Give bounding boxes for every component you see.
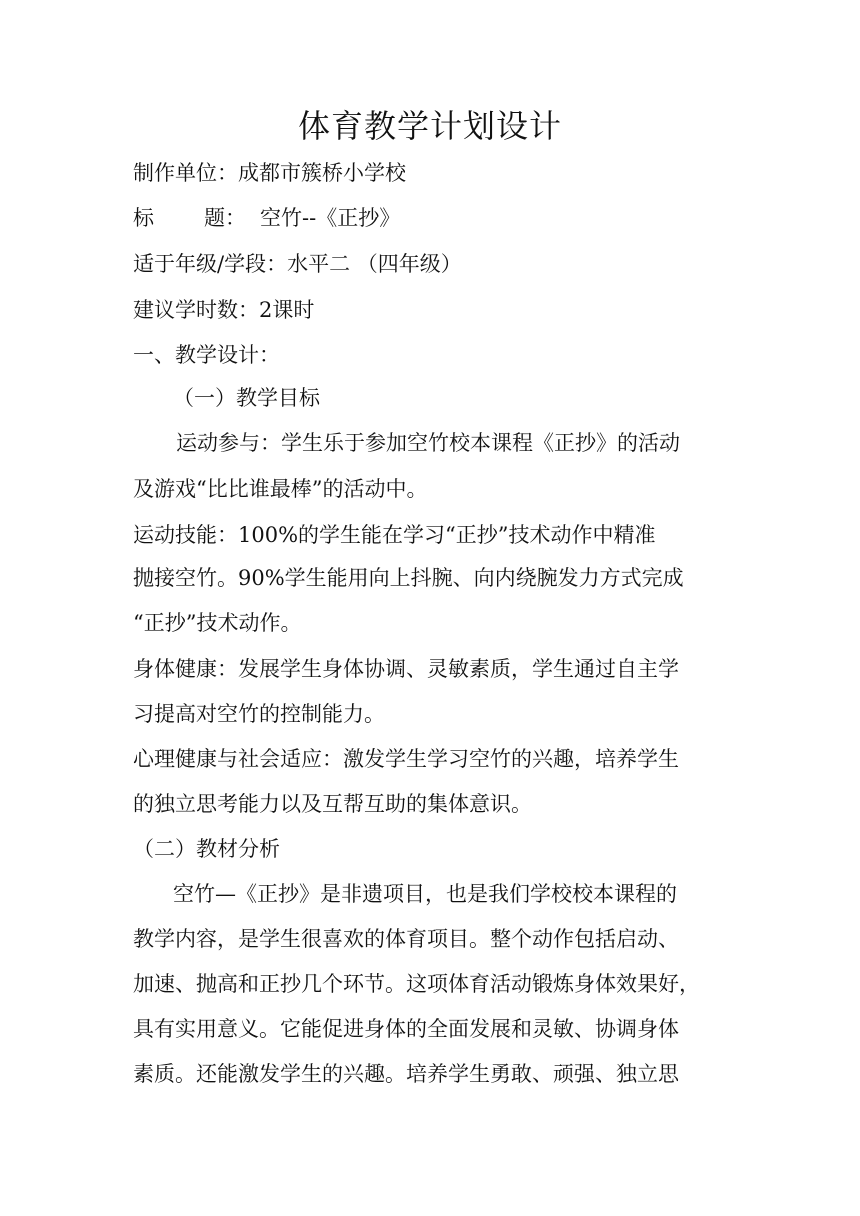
topic-label-second-part: 题： (204, 206, 246, 230)
hours-label: 建议学时数： (133, 298, 259, 322)
unit-line (133, 158, 733, 188)
paragraph-line: 具有实用意义。它能促进身体的全面发展和灵敏、协调身体 (133, 1017, 679, 1041)
topic-line (133, 203, 733, 233)
paragraph-line: 心理健康与社会适应：激发学生学习空竹的兴趣，培养学生 (133, 747, 679, 771)
paragraph-line: 空竹—《正抄》是非遗项目，也是我们学校校本课程的 (173, 882, 677, 906)
paragraph-line: 身体健康：发展学生身体协调、灵敏素质，学生通过自主学 (133, 657, 679, 681)
paragraph-line: 运动参与：学生乐于参加空竹校本课程《正抄》的活动 (176, 431, 680, 455)
subsection-2-heading: （二）教材分析 (133, 837, 280, 861)
unit-label: 制作单位： (133, 161, 238, 185)
paragraph-line: 加速、抛高和正抄几个环节。这项体育活动锻炼身体效果好， (133, 972, 700, 996)
paragraph-line: 教学内容，是学生很喜欢的体育项目。整个动作包括启动、 (133, 927, 679, 951)
topic-value: 空竹--《正抄》 (260, 206, 401, 230)
grade-value: 水平二 （四年级） (287, 252, 462, 276)
hours-value: 2课时 (259, 298, 315, 322)
unit-value: 成都市簇桥小学校 (238, 161, 406, 185)
hours-line (133, 295, 733, 325)
paragraph-line: 运动技能：100%的学生能在学习“正抄”技术动作中精准 (133, 523, 656, 547)
paragraph-line: 的独立思考能力以及互帮互助的集体意识。 (133, 792, 532, 816)
paragraph-line: 抛接空竹。90%学生能用向上抖腕、向内绕腕发力方式完成 (133, 566, 684, 590)
topic-label-first-char: 标 (133, 206, 154, 230)
paragraph-line: “正抄”技术动作。 (133, 611, 302, 635)
paragraph-line: 素质。还能激发学生的兴趣。培养学生勇敢、顽强、独立思 (133, 1062, 679, 1086)
grade-line (133, 249, 733, 279)
document-title: 体育教学计划设计 (297, 107, 562, 145)
paragraph-line: 及游戏“比比谁最棒”的活动中。 (133, 477, 428, 501)
grade-label: 适于年级/学段： (133, 252, 288, 276)
subsection-1-heading: （一）教学目标 (173, 386, 320, 410)
section-1-heading: 一、教学设计： (133, 343, 280, 367)
paragraph-line: 习提高对空竹的控制能力。 (133, 702, 385, 726)
